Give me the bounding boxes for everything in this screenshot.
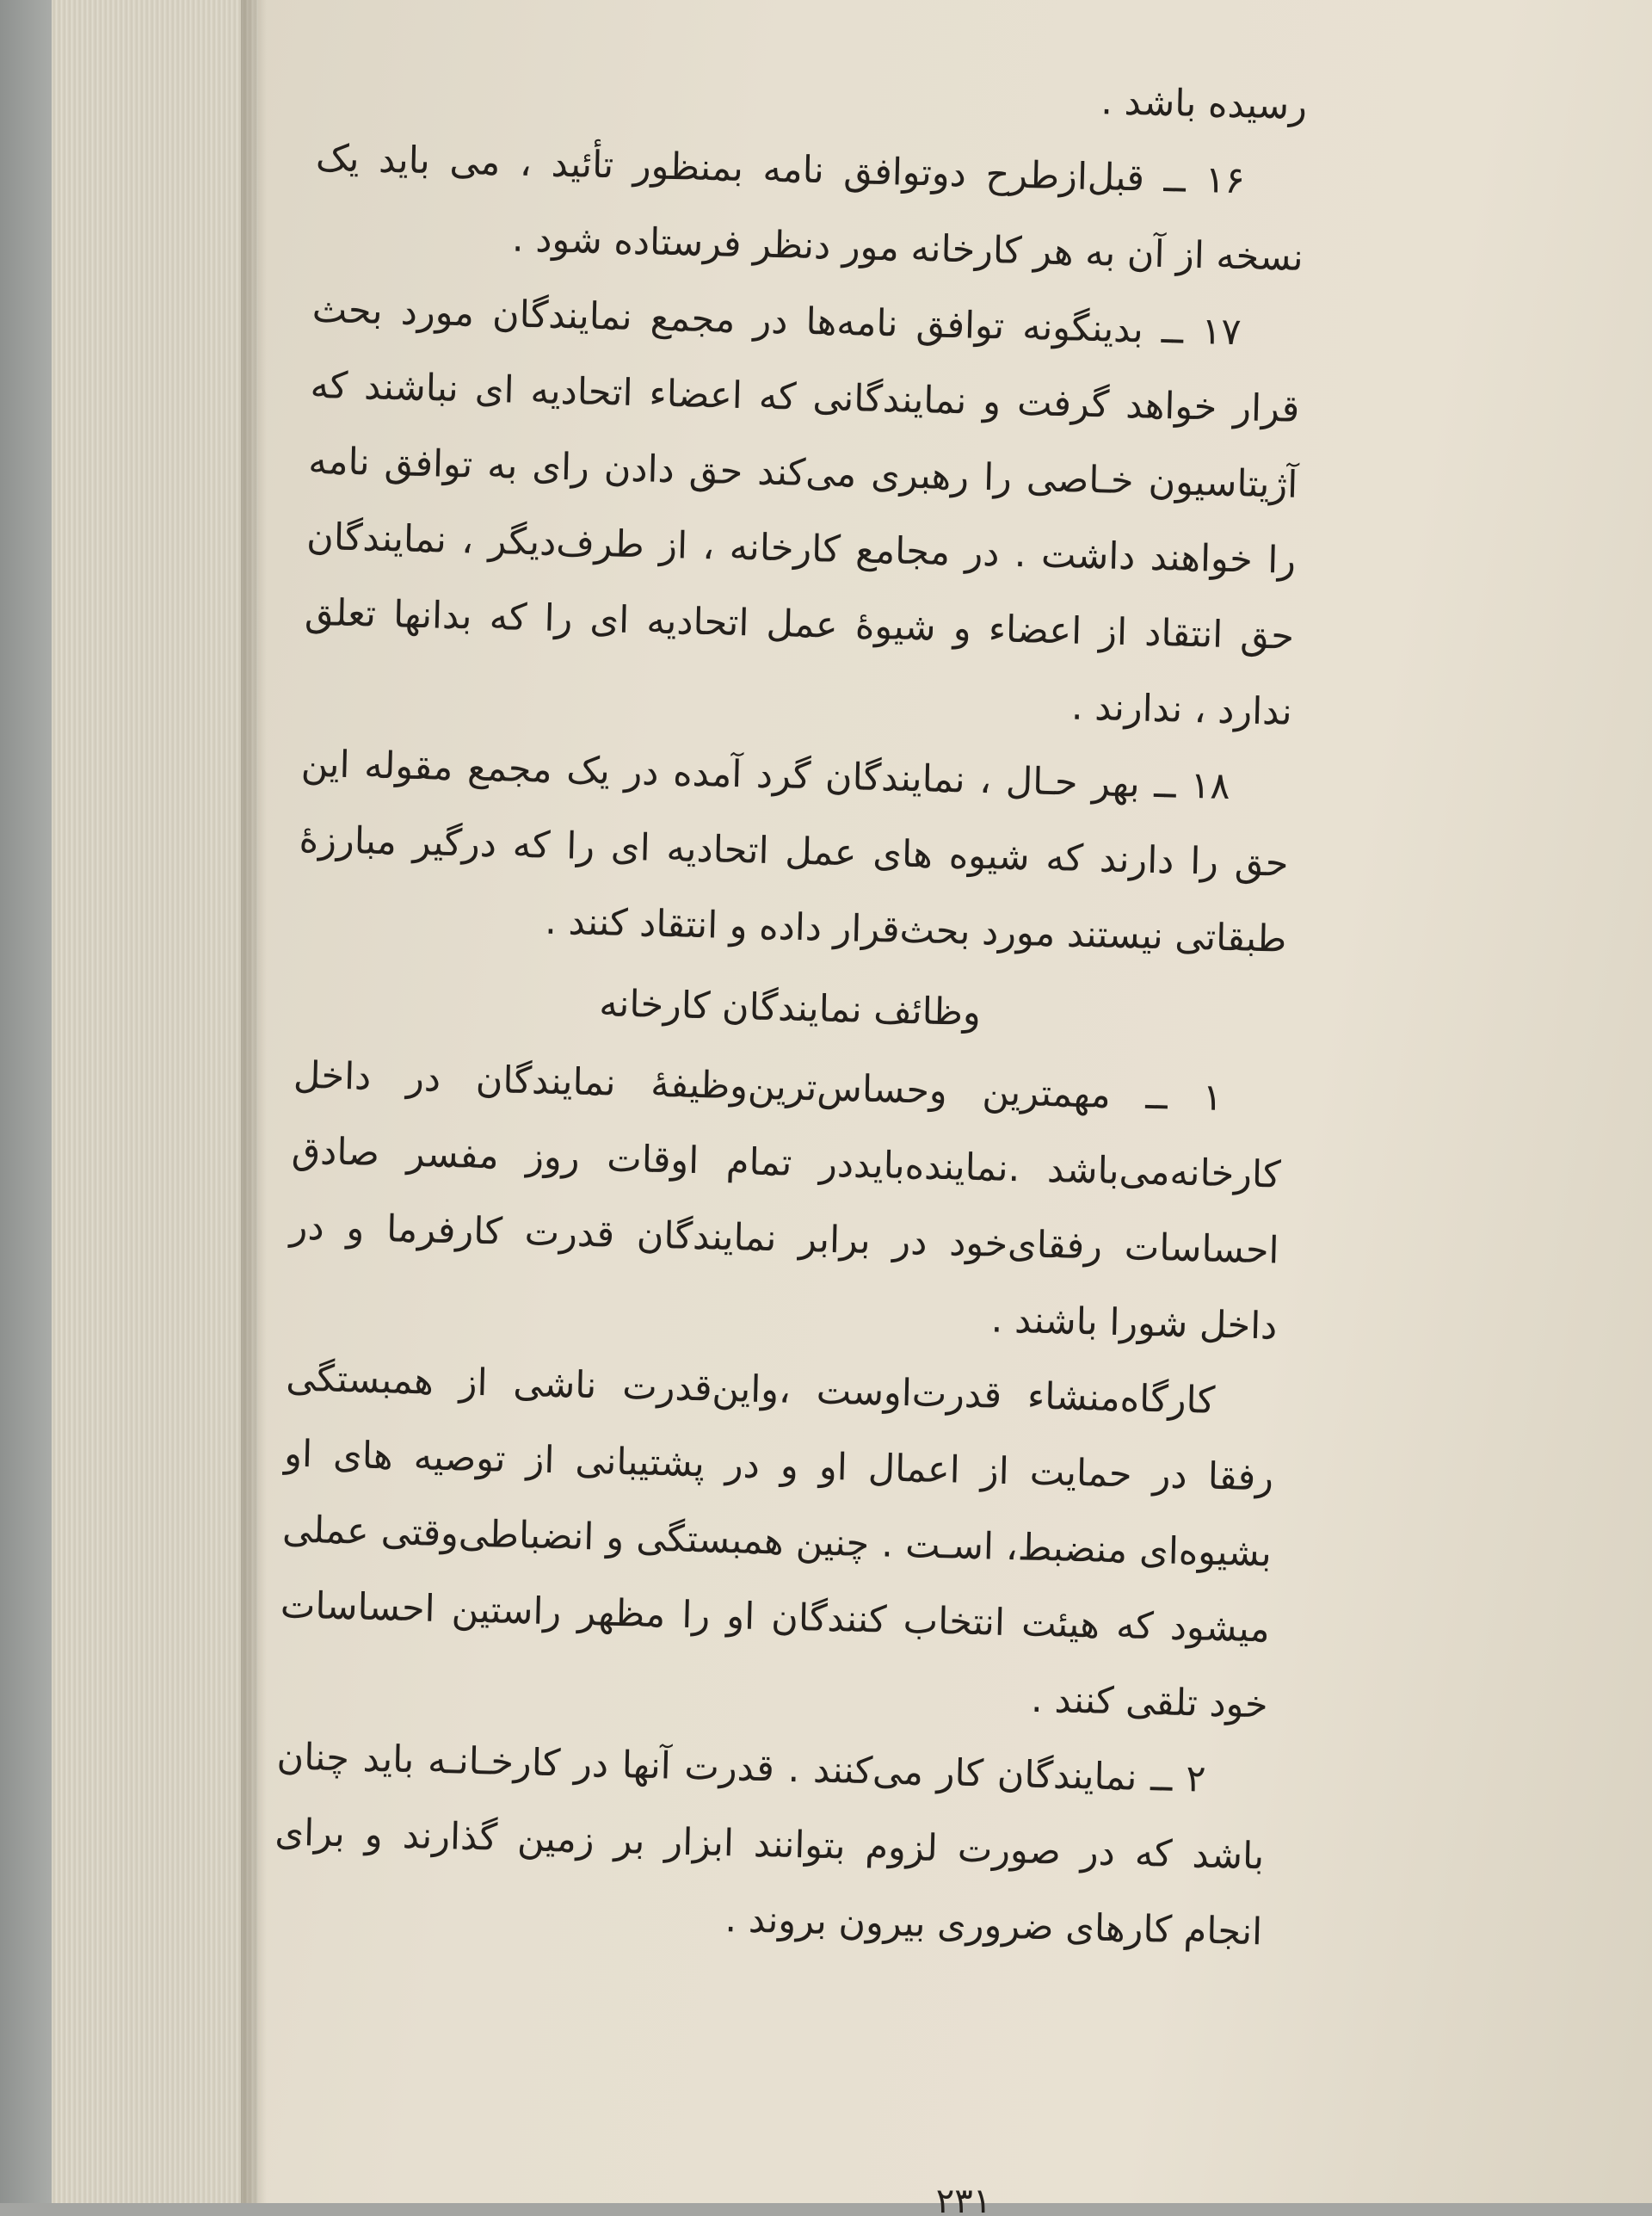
page-text <box>272 45 1308 1970</box>
page-gutter-shadow <box>241 0 267 2203</box>
paragraph-continuation: رسیده باشد . <box>1100 80 1308 128</box>
paragraph-2: ۲ ــ نمایندگان کار می‌کنند . قدرت آنها در کارخـانـه باید چنان باشد که در صورت لزوم بتوانند ابزار بر زمین گذارند و برای انجام کارهای ضروری بیرون بروند . <box>274 1735 1265 1954</box>
page-number: ۲۳۱ <box>935 2182 992 2216</box>
paragraph-18: ۱۸ ــ بهر حـال ، نمایندگان گرد آمده در یک مجمع مقوله این حق را دارند که شیوه های عمل اتحادیه ای را که درگیر مبارزهٔ طبقاتی نیستند مورد بحث‌قرار داده و انتقاد کنند . <box>299 742 1290 961</box>
book-page-edges <box>52 0 267 2203</box>
paragraph-17: ۱۷ ــ بدینگونه توافق نامه‌ها در مجمع نمایندگان مورد بحث قرار خواهد گرفت و نمایندگانی که اعضاء اتحادیه ای نباشند که آژیتاسیون خـاصی را رهبری می‌کند حق دادن رای به توافق نامه را خواهند داشت . در مجامع کارخانه ، از طرف‌دیگر ، نمایندگان حق انتقاد از اعضاء و شیوهٔ عمل اتحادیه ای را که بدانها تعلق ندارد ، ندارند . <box>304 287 1300 734</box>
paragraph-workshop: کارگاه‌منشاء قدرت‌اوست ،واین‌قدرت ناشی از همبستگی رفقا در حمایت از اعمال او و در پشتیبانی از توصیه های او بشیوه‌ای منضبط، اسـت . چنین همبستگی و انضباطی‌وقتی عملی میشود که هیئت انتخاب کنندگان او را مظهر راستین احساسات خود تلقی کنند . <box>280 1356 1274 1727</box>
section-heading: وظائف نمایندگان کارخانه <box>598 982 982 1035</box>
paragraph-1: ۱ ــ مهمترین وحساس‌ترین‌وظیفهٔ نمایندگان در داخل کارخانه‌می‌باشد .نماینده‌بایددر تمام اوقات روز مفسر صادق احساسات رفقای‌خود در برابر نمایندگان قدرت کارفرما و در داخل شورا باشند . <box>289 1053 1282 1349</box>
paragraph-16: ۱۶ ــ قبل‌ازطرح دوتوافق نامه بمنظور تأئید ، می باید یک نسخه از آن به هر کارخانه مور دنظر فرستاده شود . <box>315 136 1304 280</box>
